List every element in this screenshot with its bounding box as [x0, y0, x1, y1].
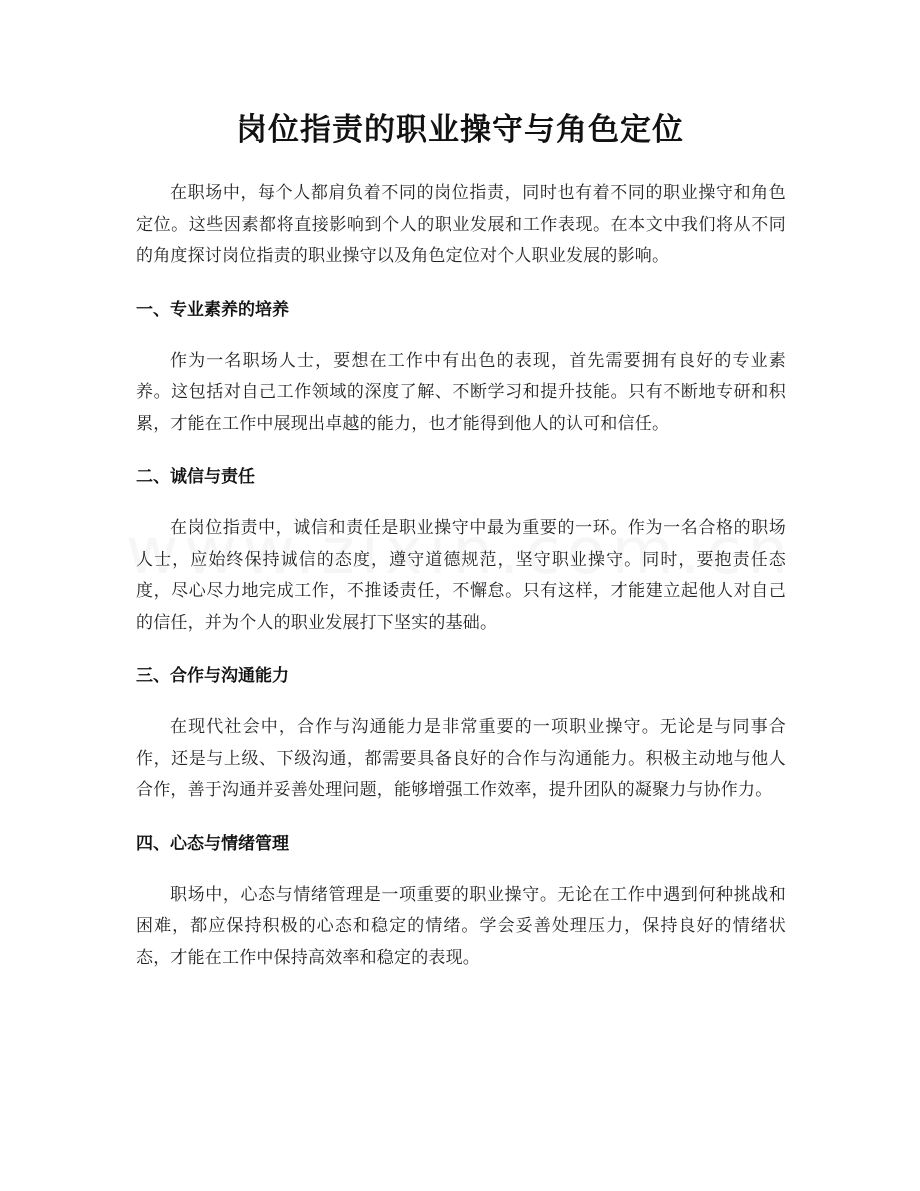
document-title: 岗位指责的职业操守与角色定位	[236, 112, 684, 148]
section-heading-2: 二、诚信与责任	[136, 467, 255, 487]
section-heading-4: 四、心态与情绪管理	[136, 833, 289, 854]
section-paragraph-3: 在现代社会中，合作与沟通能力是非常重要的一项职业操守。无论是与同事合作，还是与上级、下级沟通，都需要具备良好的合作与沟通能力。积极主动地与他人合作，善于沟通并妥善处理问题，能够增强工作效率，提升团队的凝聚力与协作力。	[136, 717, 786, 800]
section-heading-1: 一、专业素养的培养	[136, 299, 289, 320]
intro-paragraph: 在职场中，每个人都肩负着不同的岗位指责，同时也有着不同的职业操守和角色定位。这些因素都将直接影响到个人的职业发展和工作表现。在本文中我们将从不同的角度探讨岗位指责的职业操守以及角色定位对个人职业发展的影响。	[136, 183, 786, 266]
section-paragraph-4: 职场中，心态与情绪管理是一项重要的职业操守。无论在工作中遇到何种挑战和困难，都应保持积极的心态和稳定的情绪。学会妥善处理压力，保持良好的情绪状态，才能在工作中保持高效率和稳定的表现。	[136, 884, 786, 968]
document-body	[136, 178, 786, 974]
section-heading-3: 三、合作与沟通能力	[136, 666, 289, 686]
section-paragraph-2: 在岗位指责中，诚信和责任是职业操守中最为重要的一环。作为一名合格的职场人士，应始终保持诚信的态度，遵守道德规范，坚守职业操守。同时，要抱责任态度，尽心尽力地完成工作，不推诿责任，不懈怠。只有这样，才能建立起他人对自己的信任，并为个人的职业发展打下坚实的基础。	[136, 518, 786, 633]
section-paragraph-1: 作为一名职场人士，要想在工作中有出色的表现，首先需要拥有良好的专业素养。这包括对自己工作领域的深度了解、不断学习和提升技能。只有不断地专研和积累，才能在工作中展现出卓越的能力，也才能得到他人的认可和信任。	[136, 350, 786, 434]
